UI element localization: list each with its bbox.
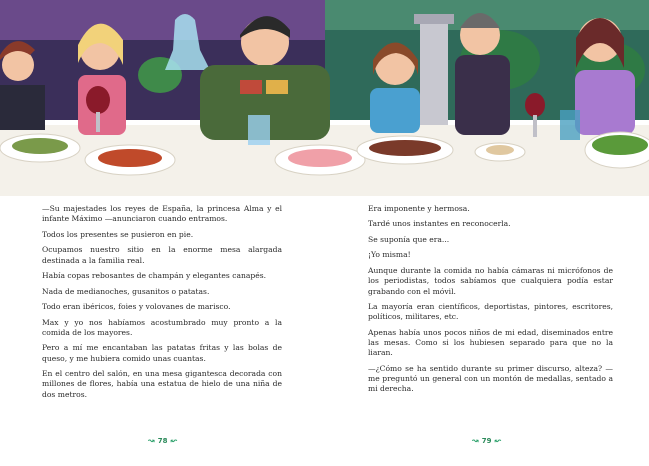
paragraph: Había copas rebosantes de champán y elegantes canapés. [42,271,267,281]
paragraph: Se suponía que era... [368,234,450,244]
right-page-text [368,204,613,400]
banquet-illustration [0,0,649,196]
banquet-scene-illustration [0,0,649,196]
page-number-right [472,436,501,445]
paragraph: ¡Yo misma! [368,250,411,260]
page-number-value: 79 [481,436,492,445]
paragraph: —¿Cómo se ha sentido durante su primer discurso, alteza? —me preguntó un general con un montón de medallas, sentado a mi derecha. [368,363,613,394]
paragraph: Era imponente y hermosa. [368,204,470,213]
page-number-left [148,436,177,445]
paragraph: Tardé unos instantes en reconocerla. [368,219,511,229]
paragraph: Todos los presentes se pusieron en pie. [42,229,194,239]
left-page-text [42,204,282,405]
paragraph: Aunque durante la comida no había cámaras ni micrófonos de los periodistas, todos sabíamos que cualquiera podía estar grabando con el móvil. [368,265,613,296]
leaf-ornament-icon: ↜ [494,436,502,445]
paragraph: En el centro del salón, en una mesa gigantesca decorada con millones de flores, había una estatua de hielo de una niña de dos metros. [42,369,282,399]
paragraph: Max y yo nos habíamos acostumbrado muy pronto a la comida de los mayores. [42,317,282,337]
paragraph: Nada de medianoches, gusanitos o patatas. [42,286,210,296]
paragraph: —Su majestades los reyes de España, la princesa Alma y el infante Máximo —anunciaron cuando entramos. [42,204,282,224]
paragraph: La mayoría eran científicos, deportistas, pintores, escritores, políticos, militares, etc. [368,302,613,322]
paragraph: Ocupamos nuestro sitio en la enorme mesa alargada destinada a la familia real. [42,245,282,265]
paragraph: Todo eran ibéricos, foies y volovanes de marisco. [42,302,231,312]
leaf-ornament-icon: ↝ [148,436,155,445]
paragraph: Apenas había unos pocos niños de mi edad, diseminados entre las mesas. Como si los hubiesen separado para que no la liaran. [368,327,613,358]
leaf-ornament-icon: ↝ [472,436,479,445]
leaf-ornament-icon: ↜ [170,436,178,445]
paragraph: Pero a mí me encantaban las patatas fritas y las bolas de queso, y me hubiera comido unas cuantas. [42,343,282,363]
page-number-value: 78 [157,436,168,445]
